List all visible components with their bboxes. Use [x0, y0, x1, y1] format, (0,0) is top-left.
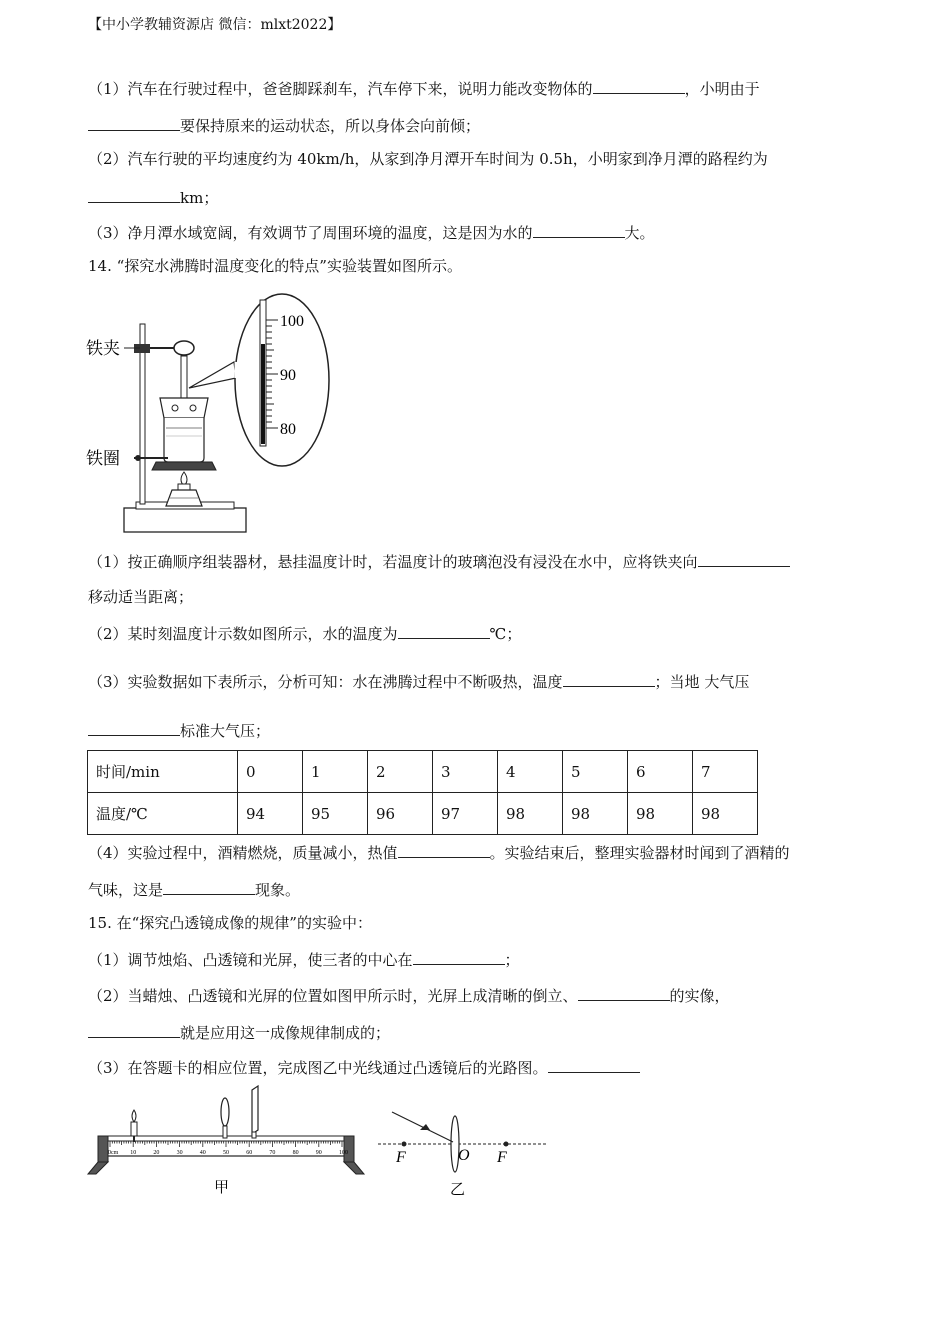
- q14-blank-5[interactable]: [398, 841, 490, 858]
- q14-blank-4[interactable]: [88, 719, 180, 736]
- table-cell: 98: [498, 793, 563, 835]
- q13-part1-line1: （1）汽车在行驶过程中，爸爸脚踩刹车，汽车停下来，说明力能改变物体的 ，小明由于: [88, 77, 760, 99]
- q15-part2-line1: （2）当蜡烛、凸透镜和光屏的位置如图甲所示时，光屏上成清晰的倒立、 的实像，: [88, 984, 730, 1006]
- bench-tick-label: 40: [199, 1150, 206, 1156]
- table-cell: 94: [238, 793, 303, 835]
- label-f-left: F: [396, 1149, 406, 1166]
- q15-blank-3[interactable]: [88, 1021, 180, 1038]
- table-cell: 4: [498, 751, 563, 793]
- temperature-data-table: [87, 750, 758, 835]
- q14-part4-line1: （4）实验过程中，酒精燃烧，质量减小，热值 。实验结束后，整理实验器材时闻到了酒精的: [88, 841, 790, 863]
- light-screen: [252, 1086, 258, 1134]
- q15-part3: （3）在答题卡的相应位置，完成图乙中光线通过凸透镜后的光路图。: [88, 1056, 640, 1078]
- q13-blank-1[interactable]: [593, 77, 685, 94]
- beaker: [164, 418, 204, 462]
- bench-tick-label: 10: [130, 1150, 137, 1156]
- table-cell: 96: [368, 793, 433, 835]
- q14-part4-line2: 气味，这是 现象。: [88, 878, 300, 900]
- figure-jia-caption: 甲: [214, 1180, 230, 1196]
- scale-label-80: 80: [280, 421, 296, 438]
- table-cell: 温度/℃: [88, 793, 238, 835]
- bench-tick-label: 80: [292, 1150, 299, 1156]
- table-cell: 5: [563, 751, 628, 793]
- bench-tick-label: 50: [223, 1150, 229, 1156]
- bench-tick-label: 30: [176, 1150, 183, 1156]
- bench-tick-label: 100: [339, 1150, 348, 1156]
- q14-part2: （2）某时刻温度计示数如图所示，水的温度为 ℃；: [88, 622, 521, 644]
- label-o: O: [458, 1147, 470, 1164]
- incident-ray: [392, 1112, 453, 1142]
- q15-part2-line2: 就是应用这一成像规律制成的；: [88, 1021, 390, 1043]
- q14-blank-1[interactable]: [698, 550, 790, 567]
- q13-blank-2[interactable]: [88, 114, 180, 131]
- table-row: [88, 793, 758, 835]
- q13-blank-3[interactable]: [88, 186, 180, 203]
- stand-base: [124, 508, 246, 532]
- bench-tick-label: 70: [269, 1150, 276, 1156]
- q14-title: 14. “探究水沸腾时温度变化的特点”实验装置如图所示。: [88, 257, 462, 275]
- boiling-apparatus-figure: [84, 286, 334, 538]
- page-header: 【中小学教辅资源店 微信：mlxt2022】: [88, 17, 342, 33]
- scale-label-100: 100: [280, 313, 304, 330]
- q13-part2-line1: （2）汽车行驶的平均速度约为 40km/h，从家到净月潭开车时间为 0.5h，小明家到净月潭的路程约为: [88, 150, 768, 168]
- convex-lens: [221, 1098, 229, 1126]
- q14-part1-line2: 移动适当距离；: [88, 588, 194, 606]
- table-cell: 98: [563, 793, 628, 835]
- label-f-right: F: [497, 1149, 507, 1166]
- q13-part3: （3）净月潭水域宽阔，有效调节了周围环境的温度，这是因为水的 大。: [88, 221, 655, 243]
- q15-title: 15. 在“探究凸透镜成像的规律”的实验中：: [88, 914, 372, 932]
- q13-part1-line2: 要保持原来的运动状态，所以身体会向前倾；: [88, 114, 480, 136]
- table-cell: 1: [303, 751, 368, 793]
- table-cell: 7: [693, 751, 758, 793]
- table-row: [88, 751, 758, 793]
- bench-tick-label: 60: [246, 1150, 253, 1156]
- q15-blank-4[interactable]: [548, 1056, 640, 1073]
- table-cell: 0: [238, 751, 303, 793]
- focal-point-right: [504, 1142, 509, 1147]
- q13-blank-4[interactable]: [533, 221, 625, 238]
- figure-yi-caption: 乙: [450, 1182, 466, 1198]
- label-iron-ring: 铁圈: [86, 449, 120, 468]
- q14-blank-2[interactable]: [398, 622, 490, 639]
- table-cell: 98: [693, 793, 758, 835]
- table-cell: 95: [303, 793, 368, 835]
- label-iron-clamp: 铁夹: [86, 339, 120, 358]
- table-cell: 时间/min: [88, 751, 238, 793]
- q14-part3-line2: 标准大气压；: [88, 719, 270, 741]
- q14-part1-line1: （1）按正确顺序组装器材，悬挂温度计时，若温度计的玻璃泡没有浸没在水中，应将铁夹向: [88, 550, 790, 572]
- wire-gauze: [152, 462, 216, 470]
- q15-blank-2[interactable]: [578, 984, 670, 1001]
- bench-tick-label: 20: [153, 1150, 160, 1156]
- optical-bench-figure: [86, 1084, 366, 1200]
- q15-part1: （1）调节烛焰、凸透镜和光屏，使三者的中心在 ；: [88, 948, 520, 970]
- focal-point-left: [402, 1142, 407, 1147]
- table-cell: 2: [368, 751, 433, 793]
- table-cell: 98: [628, 793, 693, 835]
- q15-blank-1[interactable]: [413, 948, 505, 965]
- bench-tick-label: 90: [315, 1150, 322, 1156]
- q13-part2-line2: km；: [88, 186, 218, 208]
- table-cell: 6: [628, 751, 693, 793]
- table-cell: 97: [433, 793, 498, 835]
- scale-label-90: 90: [280, 367, 296, 384]
- q14-blank-3[interactable]: [563, 670, 655, 687]
- table-cell: 3: [433, 751, 498, 793]
- lens-ray-diagram: [376, 1104, 548, 1200]
- bench-tick-label: 0cm: [108, 1150, 119, 1156]
- q14-blank-6[interactable]: [163, 878, 255, 895]
- q14-part3-line1: （3）实验数据如下表所示，分析可知：水在沸腾过程中不断吸热，温度 ；当地 大气压: [88, 670, 749, 692]
- candle: [131, 1122, 137, 1136]
